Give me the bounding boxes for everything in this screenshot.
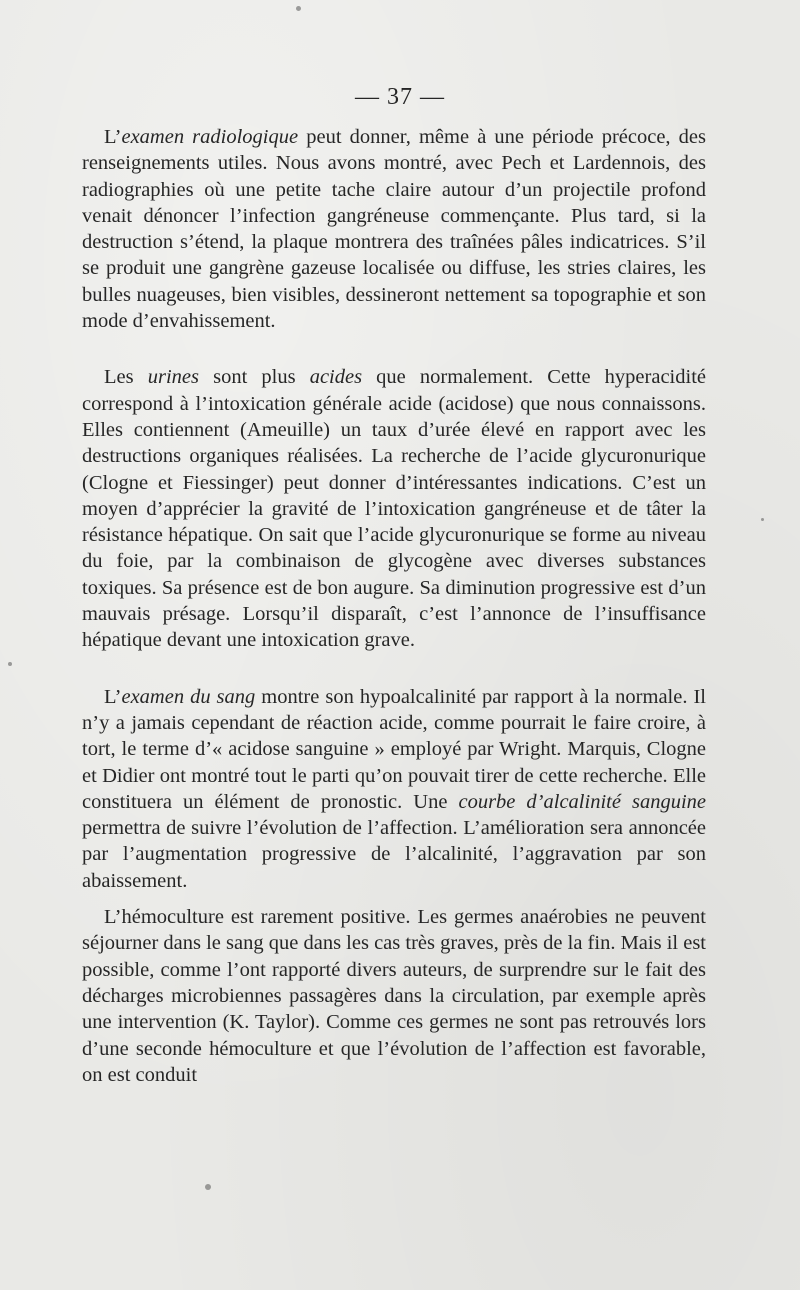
paragraph-urines: [82, 364, 706, 653]
italic-term: acides: [309, 366, 363, 389]
italic-term: examen du sang: [121, 685, 256, 708]
paper-speck: [296, 6, 301, 11]
italic-term: courbe d’alcalinité sanguine: [458, 790, 706, 813]
body-text: [82, 124, 706, 1088]
paragraph-radiology: [82, 124, 706, 334]
text-segment: sont plus: [198, 366, 310, 389]
text-segment: que normalement. Cette hyperacidité correspond à l’intoxication générale acide (acidose) que nous connaissons. Elles contiennent (Ameuille) un taux d’urée élevé en rapport avec les destructions organiques réalisées. La recherche de l’acide glycuronurique (Clogne et Fiessinger) peut donner d’intéressantes indications. C’est un moyen d’apprécier la gravité de l’intoxication gangréneuse et de tâter la résistance hépatique. On sait que l’acide glycuronurique se forme au niveau du foie, par la combinaison de glycogène avec diverses substances toxiques. Sa présence est de bon augure. Sa diminution progressive est d’un mauvais présage. Lorsqu’il disparaît, c’est l’annonce de l’insuffisance hépatique devant une intoxication grave.: [82, 366, 706, 652]
text-segment: montre son hypoalcalinité par rapport à la normale. Il n’y a jamais cependant de réaction acide, comme pourrait le faire croire, à tort, le terme d’« acidose sanguine » employé par Wright. Marquis, Clogne et Didier ont montré tout le parti qu’on pouvait tirer de cette recherche. Elle constituera un élément de pronostic. Une: [82, 685, 706, 813]
text-segment: permettra de suivre l’évolution de l’affection. L’amélioration sera annoncée par l’augmentation progressive de l’alcalinité, l’aggravation par son abaissement.: [82, 817, 706, 892]
page-number: — 37 —: [355, 84, 445, 110]
paragraph-hemoculture: [82, 904, 706, 1088]
paper-speck: [205, 1184, 211, 1190]
text-segment: Les: [104, 366, 148, 389]
italic-term: examen radiologique: [121, 126, 299, 148]
text-segment: L’hémoculture est rarement positive. Les germes anaérobies ne peuvent séjourner dans le sang que dans les cas très graves, près de la fin. Mais il est possible, comme l’ont rapporté divers auteurs, de surprendre sur le fait des décharges microbiennes passagères dans la circulation, par exemple après une intervention (K. Taylor). Comme ces germes ne sont pas retrouvés lors d’une seconde hémoculture et que l’évolution de l’affection est favorable, on est conduit: [82, 906, 706, 1086]
text-segment: L’: [104, 685, 122, 708]
paper-speck: [8, 662, 12, 666]
paper-speck: [761, 518, 764, 521]
italic-term: urines: [147, 366, 199, 389]
text-segment: L’: [104, 126, 122, 148]
text-segment: peut donner, même à une période précoce, des renseignements utiles. Nous avons montré, avec Pech et Lardennois, des radiographies où une petite tache claire autour d’un projectile profond venait dénoncer l’infection gangréneuse commençante. Plus tard, si la destruction s’étend, la plaque montrera des traînées pâles indicatrices. S’il se produit une gangrène gazeuse localisée ou diffuse, les stries claires, les bulles nuageuses, bien visibles, dessineront nettement sa topographie et son mode d’envahissement.: [82, 126, 706, 333]
paragraph-blood-exam: [82, 684, 706, 894]
